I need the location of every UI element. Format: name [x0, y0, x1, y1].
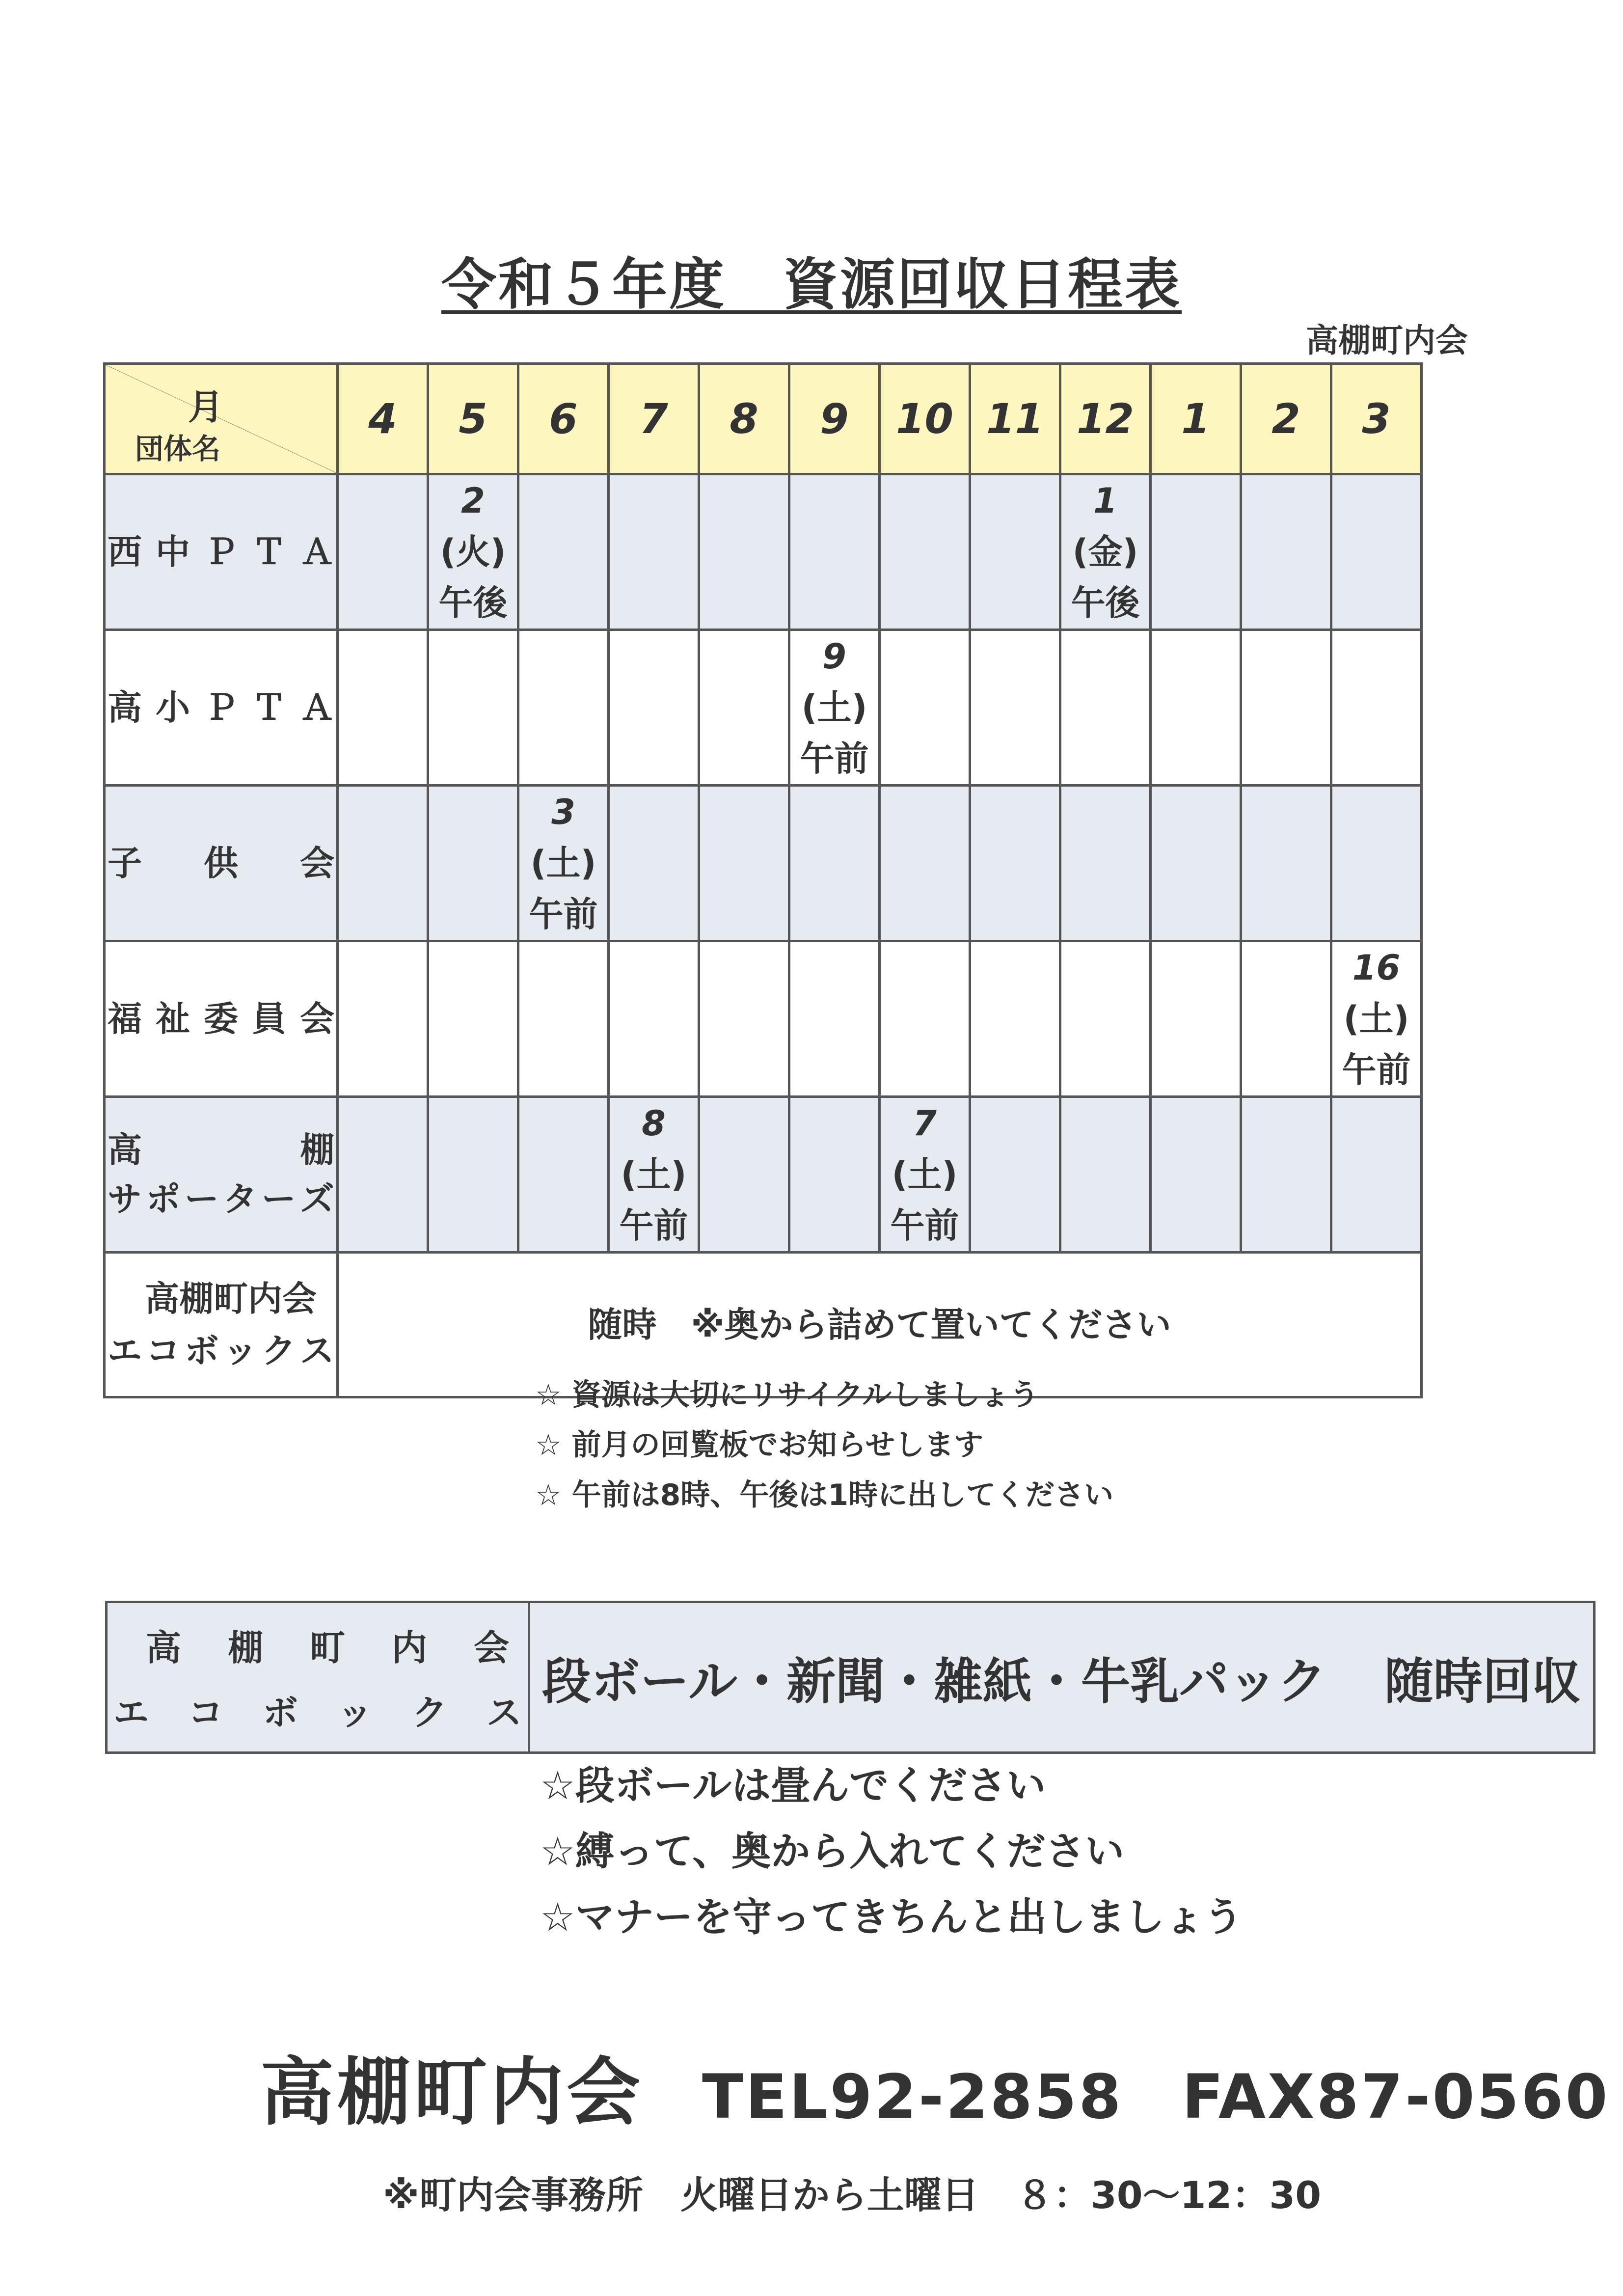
- eco-box-row: [107, 1602, 1595, 1753]
- schedule-row: [105, 1097, 1422, 1253]
- collection-weekday: (土): [892, 1154, 958, 1195]
- schedule-cell: [1151, 1097, 1241, 1253]
- schedule-row: [105, 474, 1422, 630]
- collection-time: 午前: [1342, 1050, 1411, 1090]
- schedule-row: [105, 941, 1422, 1097]
- eco-box-note: 随時 ※奥から詰めて置いてください: [338, 1253, 1422, 1397]
- schedule-cell: [1151, 941, 1241, 1097]
- month-header-row: [105, 364, 1422, 474]
- month-header: 5: [428, 364, 518, 474]
- schedule-cell: [699, 1097, 789, 1253]
- schedule-cell: [880, 474, 970, 630]
- schedule-cell: [789, 941, 880, 1097]
- corner-group-label: 団体名: [135, 432, 221, 465]
- schedule-cell: [970, 1097, 1060, 1253]
- schedule-cell: [428, 474, 518, 630]
- corner-header: [105, 364, 338, 474]
- month-header: 1: [1151, 364, 1241, 474]
- schedule-cell: [518, 941, 609, 1097]
- schedule-cell: [970, 474, 1060, 630]
- schedule-cell: [1331, 630, 1422, 786]
- collection-day: 2: [461, 481, 485, 521]
- schedule-cell: [1241, 1097, 1331, 1253]
- month-header: 2: [1241, 364, 1331, 474]
- schedule-cell: [970, 786, 1060, 941]
- schedule-cell: [338, 786, 428, 941]
- note-item: ☆縛って、奥から入れてください: [540, 1829, 1125, 1874]
- collection-weekday: (火): [440, 532, 506, 572]
- note-item: ☆ 午前は8時、午後は1時に出してください: [535, 1478, 1114, 1512]
- month-header: 4: [338, 364, 428, 474]
- schedule-cell: [789, 474, 880, 630]
- schedule-cell: [428, 630, 518, 786]
- month-header: 10: [880, 364, 970, 474]
- collection-weekday: (土): [621, 1154, 687, 1195]
- month-header: 7: [609, 364, 699, 474]
- collection-day: 16: [1352, 948, 1401, 988]
- eco-items-label: 段ボール・新聞・雑紙・牛乳パック: [542, 1653, 1326, 1710]
- eco-box-name-line1: 高 棚 町 内 会: [146, 1627, 509, 1668]
- month-header: 11: [970, 364, 1060, 474]
- eco-box-name-line2: エ コ ボ ッ ク ス: [113, 1692, 522, 1733]
- schedule-cell: [880, 1097, 970, 1253]
- schedule-cell: [1060, 941, 1151, 1097]
- schedule-cell: [699, 474, 789, 630]
- schedule-cell: [789, 630, 880, 786]
- schedule-cell: [970, 630, 1060, 786]
- group-name: 子 供 会: [105, 786, 338, 941]
- schedule-cell: [338, 474, 428, 630]
- schedule-cell: [428, 941, 518, 1097]
- collection-day: 1: [1093, 481, 1117, 521]
- schedule-cell: [699, 630, 789, 786]
- schedule-cell: [609, 1097, 699, 1253]
- collection-time: 午前: [619, 1205, 688, 1246]
- collection-day: 8: [642, 1103, 666, 1144]
- footer-org-name: 高棚町内会: [260, 2050, 644, 2135]
- group-name: 高 棚 サ ポ ー タ ー ズ: [105, 1097, 338, 1253]
- schedule-cell: [880, 941, 970, 1097]
- month-header: 6: [518, 364, 609, 474]
- schedule-cell: [1241, 474, 1331, 630]
- schedule-cell: [699, 941, 789, 1097]
- schedule-cell: [338, 941, 428, 1097]
- collection-time: 午後: [1071, 583, 1140, 623]
- eco-box-table: [105, 1601, 1596, 1754]
- schedule-cell: [1241, 630, 1331, 786]
- collection-day: 3: [551, 792, 575, 832]
- eco-notes: [540, 1753, 1243, 1950]
- schedule-cell: [428, 1097, 518, 1253]
- schedule-notes: [535, 1370, 1113, 1520]
- schedule-cell: [880, 630, 970, 786]
- eco-box-name: [107, 1602, 529, 1753]
- schedule-cell: [880, 786, 970, 941]
- schedule-cell: [518, 786, 609, 941]
- month-header: 9: [789, 364, 880, 474]
- schedule-cell: [789, 1097, 880, 1253]
- group-name: 福 祉 委 員 会: [105, 941, 338, 1097]
- collection-weekday: (土): [801, 687, 867, 728]
- collection-weekday: (金): [1072, 532, 1138, 572]
- eco-box-items: [529, 1602, 1595, 1753]
- schedule-cell: [428, 786, 518, 941]
- group-name: 高 小 Ｐ Ｔ Ａ: [105, 630, 338, 786]
- footer-office-hours: ※町内会事務所 火曜日から土曜日 ８：30～12：30: [383, 2173, 1322, 2217]
- collection-day: 9: [822, 636, 846, 677]
- page-title: 令和５年度 資源回収日程表: [441, 253, 1182, 317]
- schedule-cell: [1151, 630, 1241, 786]
- footer-fax: FAX87-0560: [1182, 2062, 1610, 2132]
- footer-contact: [260, 2033, 1610, 2139]
- schedule-cell: [338, 630, 428, 786]
- schedule-cell: [970, 941, 1060, 1097]
- collection-time: 午前: [529, 894, 598, 934]
- schedule-cell: [1060, 1097, 1151, 1253]
- month-header: 8: [699, 364, 789, 474]
- eco-schedule-label: 随時回収: [1384, 1653, 1581, 1710]
- schedule-cell: [1331, 786, 1422, 941]
- schedule-cell: [699, 786, 789, 941]
- schedule-row: [105, 630, 1422, 786]
- organizer-label: 高棚町内会: [1306, 322, 1468, 359]
- collection-time: 午後: [438, 583, 508, 623]
- schedule-cell: [609, 474, 699, 630]
- schedule-table: [103, 362, 1423, 1398]
- eco-box-group-name: 高 棚 町 内 会 エ コ ボ ッ ク ス: [105, 1253, 338, 1397]
- note-item: ☆段ボールは畳んでください: [540, 1763, 1046, 1808]
- schedule-cell: [789, 786, 880, 941]
- footer-tel: TEL92-2858: [702, 2062, 1123, 2132]
- schedule-cell: [1060, 474, 1151, 630]
- group-name: 西 中 Ｐ Ｔ Ａ: [105, 474, 338, 630]
- collection-weekday: (土): [530, 843, 596, 883]
- schedule-cell: [1331, 941, 1422, 1097]
- collection-day: 7: [913, 1103, 937, 1144]
- collection-time: 午前: [800, 738, 869, 779]
- note-item: ☆ 資源は大切にリサイクルしましょう: [535, 1378, 1039, 1412]
- schedule-cell: [609, 786, 699, 941]
- schedule-cell: [609, 630, 699, 786]
- schedule-cell: [518, 1097, 609, 1253]
- schedule-cell: [518, 474, 609, 630]
- schedule-cell: [1241, 941, 1331, 1097]
- schedule-row: [105, 786, 1422, 941]
- schedule-cell: [1151, 474, 1241, 630]
- collection-weekday: (土): [1343, 999, 1409, 1039]
- schedule-cell: [609, 941, 699, 1097]
- month-header: 12: [1060, 364, 1151, 474]
- schedule-cell: [1151, 786, 1241, 941]
- schedule-cell: [338, 1097, 428, 1253]
- corner-month-label: 月: [188, 386, 223, 428]
- collection-time: 午前: [890, 1205, 959, 1246]
- month-header: 3: [1331, 364, 1422, 474]
- schedule-cell: [1060, 630, 1151, 786]
- schedule-cell: [518, 630, 609, 786]
- schedule-cell: [1060, 786, 1151, 941]
- schedule-cell: [1331, 1097, 1422, 1253]
- schedule-cell: [1241, 786, 1331, 941]
- schedule-cell: [1331, 474, 1422, 630]
- note-item: ☆ 前月の回覧板でお知らせします: [535, 1428, 983, 1462]
- note-item: ☆マナーを守ってきちんと出しましょう: [540, 1894, 1243, 1940]
